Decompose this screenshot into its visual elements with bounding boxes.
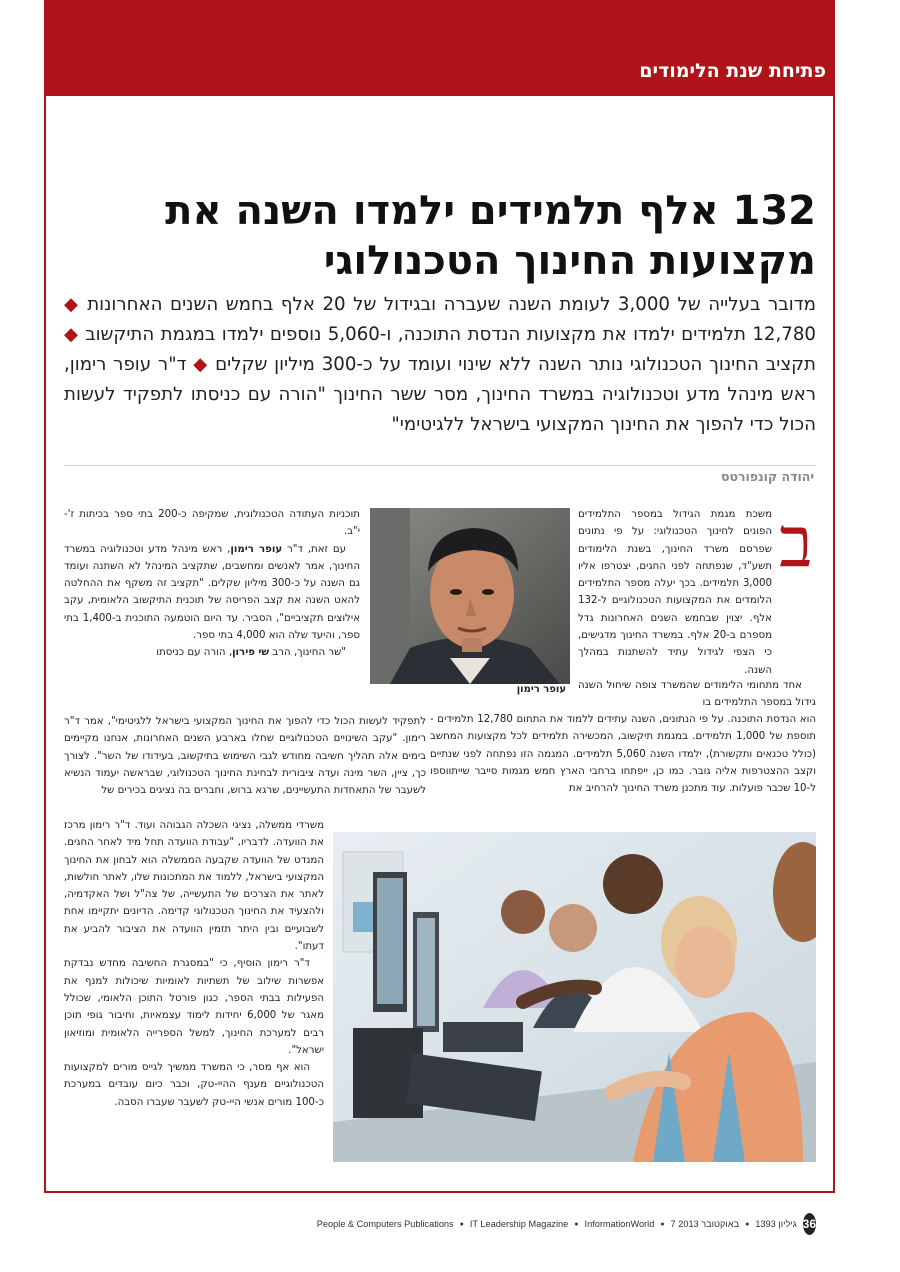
- text-run: , הורה עם כניסתו: [156, 647, 233, 659]
- subhead-part-2: 12,780 תלמידים ילמדו את מקצועות הנדסת התוכנה, ו-5,060 נוספים ילמדו במגמת התיקשוב: [85, 324, 816, 345]
- byline-divider: [64, 465, 816, 466]
- column-left: [64, 506, 360, 662]
- issue-date: 7 באוקטובר 2013: [670, 1219, 740, 1229]
- publication-name: InformationWorld: [584, 1219, 655, 1229]
- subhead-part-4: ד"ר עופר רימון, ראש מינהל מדע וטכנולוגיה במשרד החינוך, מסר ששר החינוך "הורה עם כניסתו לתפקיד לעשות הכול כדי להפוך את החינוך המקצועי בישראל ללגיטימי": [64, 354, 816, 435]
- text-run: , ראש מינהל מדע וטכנולוגיה במשרד החינוך, אמר לאנשים ומחשבים, שתקציב המינהל לא השתנה ועומד גם השנה על כ-300 מיליון שקלים. "תקציב זה משקף את ההחלטה להאט השנה את קצב הפריסה של תוכנית התיקשוב הלאומית, עקב אילוצים תקציביים", הסביר. עד היום הוטמעה התוכנית ב-1,400 בתי ספר, והיעד שלה הוא 4,000 בתי ספר.: [64, 543, 361, 642]
- page-footer: [316, 1213, 816, 1235]
- diamond-bullet-icon: ◆: [193, 354, 209, 375]
- page-number: 36: [803, 1213, 816, 1235]
- paragraph: הוא אף מסר, כי המשרד ממשיך לגייס מורים למקצועות הטכנולוגיים מענף ההיי-טק, וכבר כיום עובדים במערכת כ-100 מורים אנשי היי-טק לשעבר שעברו הסבה.: [64, 1062, 324, 1108]
- text-run: "שר החינוך, הרב: [269, 647, 346, 659]
- students-illustration: [333, 832, 816, 1162]
- portrait-illustration: [370, 508, 570, 684]
- bullet-icon: ●: [574, 1220, 579, 1228]
- person-name: שי פירון: [232, 647, 270, 659]
- article-headline: 132 אלף תלמידים ילמדו השנה את מקצועות החינוך הטכנולוגי: [165, 188, 816, 284]
- diamond-bullet-icon: ◆: [64, 294, 80, 315]
- column-mid: [64, 713, 426, 799]
- paragraph: לתפקיד לעשות הכול כדי להפוך את החינוך המקצועי בישראל ללגיטימי", אמר ד"ר רימון. "עקב השינויים הטכנולוגיים שחלו בארבע השנים האחרונות, אנחנו מקיימים בימים אלה תהליך חשיבה מחודש לגבי השימוש בתיקשוב, בעידודו של השר". לצורך כך, ציין, השר מינה ועדה ציבורית לבחינת החינוך הטכנולוגי, שבראשה יעמוד הנשיא לשעבר של התאחדות התעשיינים, שרגא ברוש, וחברים בה נציגים בכירים של: [64, 716, 426, 797]
- person-name: עופר רימון: [230, 543, 283, 555]
- portrait-photo: [370, 508, 570, 684]
- byline: יהודה קונפורטס: [720, 469, 814, 484]
- bullet-icon: ●: [459, 1220, 464, 1228]
- section-label: פתיחת שנת הלימודים: [639, 60, 826, 82]
- subhead-part-1: מדובר בעלייה של 3,000 לעומת השנה שעברה ובגידול של 20 אלף בחמש השנים האחרונות: [87, 294, 816, 315]
- bullet-icon: ●: [660, 1220, 665, 1228]
- column-bottom-left: [64, 817, 324, 1111]
- publisher-name: People & Computers Publications: [316, 1219, 454, 1229]
- paragraph: הוא הנדסת התוכנה. על פי הנתונים, השנה עתידים ללמוד את התחום 12,780 תלמידים - תוספת של 1,000 תלמידים. במגמת תיקשוב, המכשירה תלמידים לכל מקצועות המחשב (כולל טכנאים ותקשורת), ילמדו השנה 5,060 תלמידים. המגמה הזו נפתחה לפני שנתיים וקצב ההצטרפות אליה גובר. כמו כן, ייפתחו ברחבי הארץ חמש מגמות סייבר שייתווספו ל-10 שכבר פועלות. עוד מתכנן משרד החינוך להרחיב את: [430, 714, 817, 795]
- paragraph: אחד מתחומי הלימודים שהמשרד צופה שיחול השנה גידול במספר התלמידים בו: [578, 680, 816, 709]
- article-subhead: [64, 290, 816, 440]
- diamond-bullet-icon: ◆: [64, 324, 79, 345]
- issue-number: גיליון 1393: [755, 1219, 797, 1229]
- subhead-part-3: תקציב החינוך הטכנולוגי נותר השנה ללא שינוי ועומד על כ-300 מיליון שקלים: [215, 354, 816, 375]
- paragraph: [64, 541, 360, 645]
- paragraph: [64, 644, 360, 661]
- paragraph: תוכניות העתודה הטכנולוגית, שמקיפה כ-200 בתי ספר בכיתות ז'-י"ב.: [64, 509, 360, 538]
- column-wide: [430, 711, 816, 797]
- paragraph: משרדי ממשלה, נציגי השכלה הגבוהה ועוד. ד"ר רימון מרכז את הוועדה. לדבריו, "עבודת הוועדה תחל מיד לאחר החגים. המנדט של הוועדה שקבעה הממשלה הוא לבחון את החינוך המקצועי בישראל, ללמוד את המתכונות שלו, לאתר חולשות, לאתר את הצרכים של התעשייה, של צה"ל ושל האקדמיה, ולהצעיד את החינוך הטכנולוגי קדימה. הדיונים יתקיימו אחת לשבועיים ובין היתר תזמין הוועדה את הציבור להביע את דעתו".: [64, 820, 324, 953]
- paragraph: ד"ר רימון הוסיף, כי "במסגרת החשיבה מחדש נבדקת אפשרות שילוב של תשתיות לאומיות שיכולות למנף את הפעילות בבתי הספר, כגון פורטל התוכן הלאומי, שכולל מאגר של 6,000 יחידות לימוד עצמאיות, וחיבור גופי תוכן רבים למערכת החינוך, למשל הספרייה הלאומית ומוזיאון ישראל".: [64, 958, 324, 1056]
- bullet-icon: ●: [745, 1220, 750, 1228]
- text-run: עם זאת, ד"ר: [282, 543, 346, 555]
- paragraph: משכת מגמת הגידול במספר התלמידים הפונים לחינוך הטכנולוגי: על פי נתונים שפרסם משרד החינוך, בשנת הלימודים תשע"ד, שנפתחה לפני החגים, יצטרפו אליו 3,000 תלמידים. בכך יעלה מספר התלמידים הלומדים את המקצועות הטכנולוגיים ל-132 אלף. יצוין שבחמש השנים האחרונות גדל מספרם ב-20 אלף. במשרד החינוך מדגישים, כי הצפי לגידול עתיד להשתנות במהלך השנה.: [578, 509, 773, 676]
- publication-name: IT Leadership Magazine: [469, 1219, 569, 1229]
- column-right-continued: [578, 677, 816, 712]
- students-photo: [333, 832, 816, 1162]
- column-right-top: [578, 506, 772, 679]
- photo-caption: עופר רימון: [516, 684, 566, 695]
- drop-cap: ב: [779, 501, 813, 583]
